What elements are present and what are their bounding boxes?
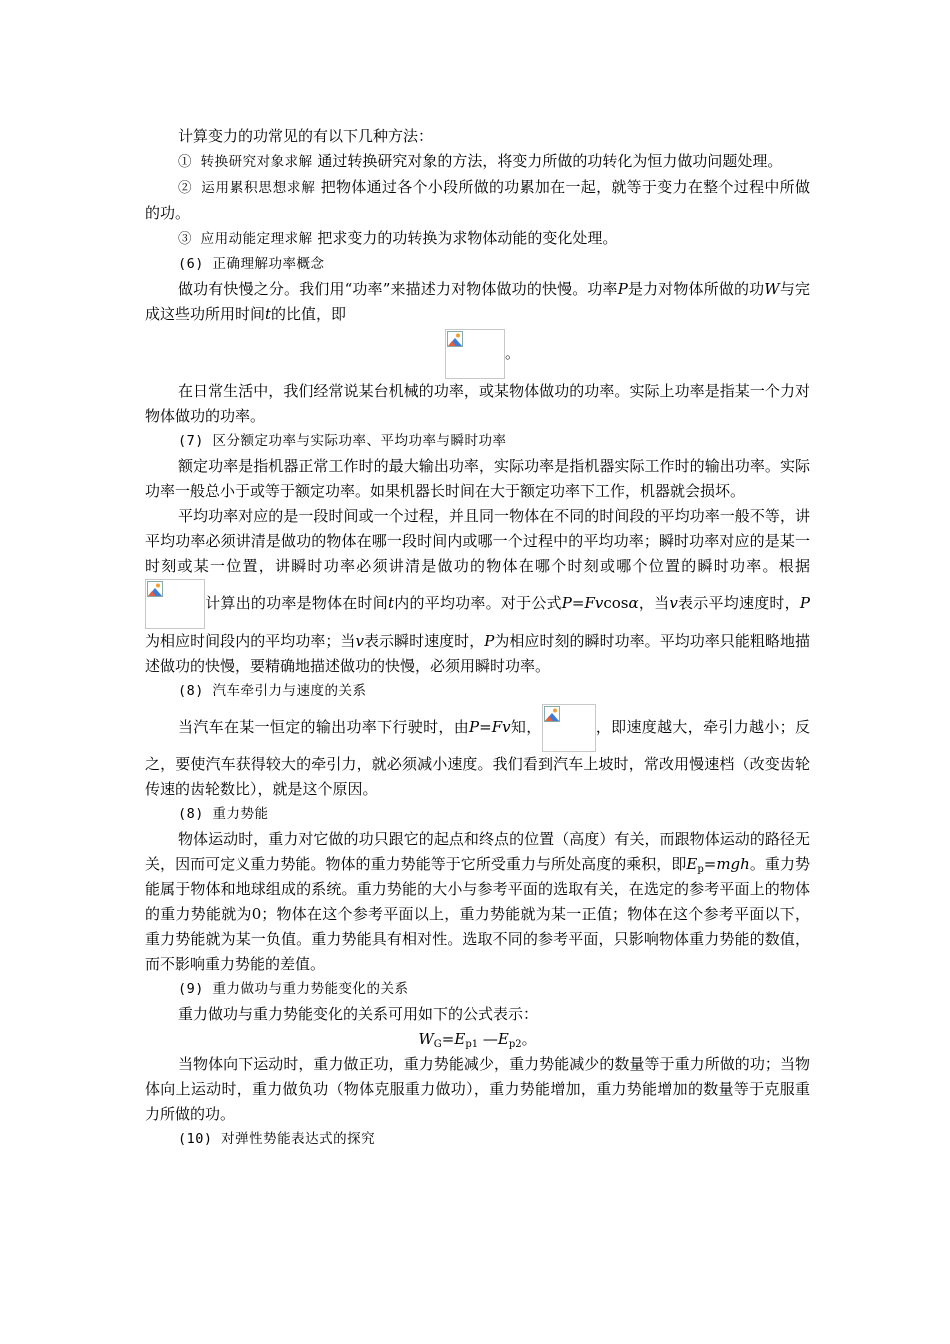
methods-intro: 计算变力的功常见的有以下几种方法： [178,127,434,145]
section-8b-para-1: 物体运动时，重力对它做的功只跟它的起点和终点的位置（高度）有关，而跟物体运动的路径无关，因而可定义重力势能。物体的重力势能等于它所受重力与所处高度的乘积，即$E_p=mgh$。重力势能属于物体和地球组成的系统。重力势能的大小与参考平面的选取有关，在选定的参考平面上的物体的重力势能就为0；物体在这个参考平面以上，重力势能就为某一正值；物体在这个参考平面以下，重力势能就为某一负值。重力势能具有相对性。选取不同的参考平面，只影响物体重力势能的数值，而不影响重力势能的差值。 [145,830,810,973]
broken-image-icon [147,581,163,597]
section-9-para-2: 当物体向下运动时，重力做正功，重力势能减少，重力势能减少的数量等于重力所做的功；当物体向上运动时，重力做负功（物体克服重力做功），重力势能增加，重力势能增加的数量等于克服重力所做的功。 [145,1055,810,1123]
power-formula-image [445,329,505,379]
document-body [145,124,810,1152]
method-3: ③ 应用动能定理求解 把求变力的功转换为求物体动能的变化处理。 [178,229,618,247]
method-1-label: ① 转换研究对象求解 [178,154,313,170]
section-8a-para-1: 当汽车在某一恒定的输出功率下行驶时，由P=Fv知， ，即速度越大，牵引力越小；反之，要使汽车获得较大的牵引力，就必须减小速度。我们看到汽车上坡时，常改用慢速档（改变齿轮传速的齿轮数比），就是这个原因。 [145,704,810,802]
gravity-work-formula: $W_G=E_{p1}$ $—E_{p2}$。 [418,1030,537,1050]
traction-formula-image [542,704,596,752]
method-2-label: ② 运用累积思想求解 [178,180,316,196]
section-8a-heading: (8) 汽车牵引力与速度的关系 [178,683,367,699]
method-3-label: ③ 应用动能定理求解 [178,231,313,247]
section-6-para-2: 在日常生活中，我们经常说某台机械的功率，或某物体做功的功率。实际上功率是指某一个力对物体做功的功率。 [145,382,810,425]
section-9-para-1: 重力做功与重力势能变化的关系可用如下的公式表示： [178,1005,539,1023]
section-6-heading: (6) 正确理解功率概念 [178,256,325,272]
section-8b-heading: (8) 重力势能 [178,806,269,822]
section-10-heading: (10) 对弹性势能表达式的探究 [178,1131,376,1147]
broken-image-icon [447,331,463,347]
method-2: ② 运用累积思想求解 把物体通过各个小段所做的功累加在一起，就等于变力在整个过程中所做的功。 [145,178,810,222]
section-7-para-2: 平均功率对应的是一段时间或一个过程，并且同一物体在不同的时间段的平均功率一般不等，讲平均功率必须讲清是做功的物体在哪一段时间内或哪一个过程中的平均功率；瞬时功率对应的是某一时刻或某一位置，讲瞬时功率必须讲清是做功的物体在哪个时刻或哪个位置的瞬时功率。根据 计算出的功率是物体在时间t内的平均功率。对于公式P=Fvcosα，当v表示平均速度时，P为相应时间段内的平均功率；当v表示瞬时速度时，P为相应时刻的瞬时功率。平均功率只能粗略地描述做功的快慢，要精确地描述做功的快慢，必须用瞬时功率。 [145,507,810,675]
method-1: ① 转换研究对象求解 通过转换研究对象的方法，将变力所做的功转化为恒力做功问题处理。 [178,152,783,170]
section-7-para-1: 额定功率是指机器正常工作时的最大输出功率，实际功率是指机器实际工作时的输出功率。实际功率一般总小于或等于额定功率。如果机器长时间在大于额定功率下工作，机器就会损坏。 [145,457,810,500]
broken-image-icon [544,706,560,722]
section-7-heading: (7) 区分额定功率与实际功率、平均功率与瞬时功率 [178,433,507,449]
power-formula-line: 。 [145,327,810,379]
average-power-formula-image [145,579,205,629]
section-9-heading: (9) 重力做功与重力势能变化的关系 [178,981,409,997]
section-6-para-1: 做功有快慢之分。我们用“功率”来描述力对物体做功的快慢。功率P是力对物体所做的功W与完成这些功所用时间t的比值，即 [145,280,810,323]
